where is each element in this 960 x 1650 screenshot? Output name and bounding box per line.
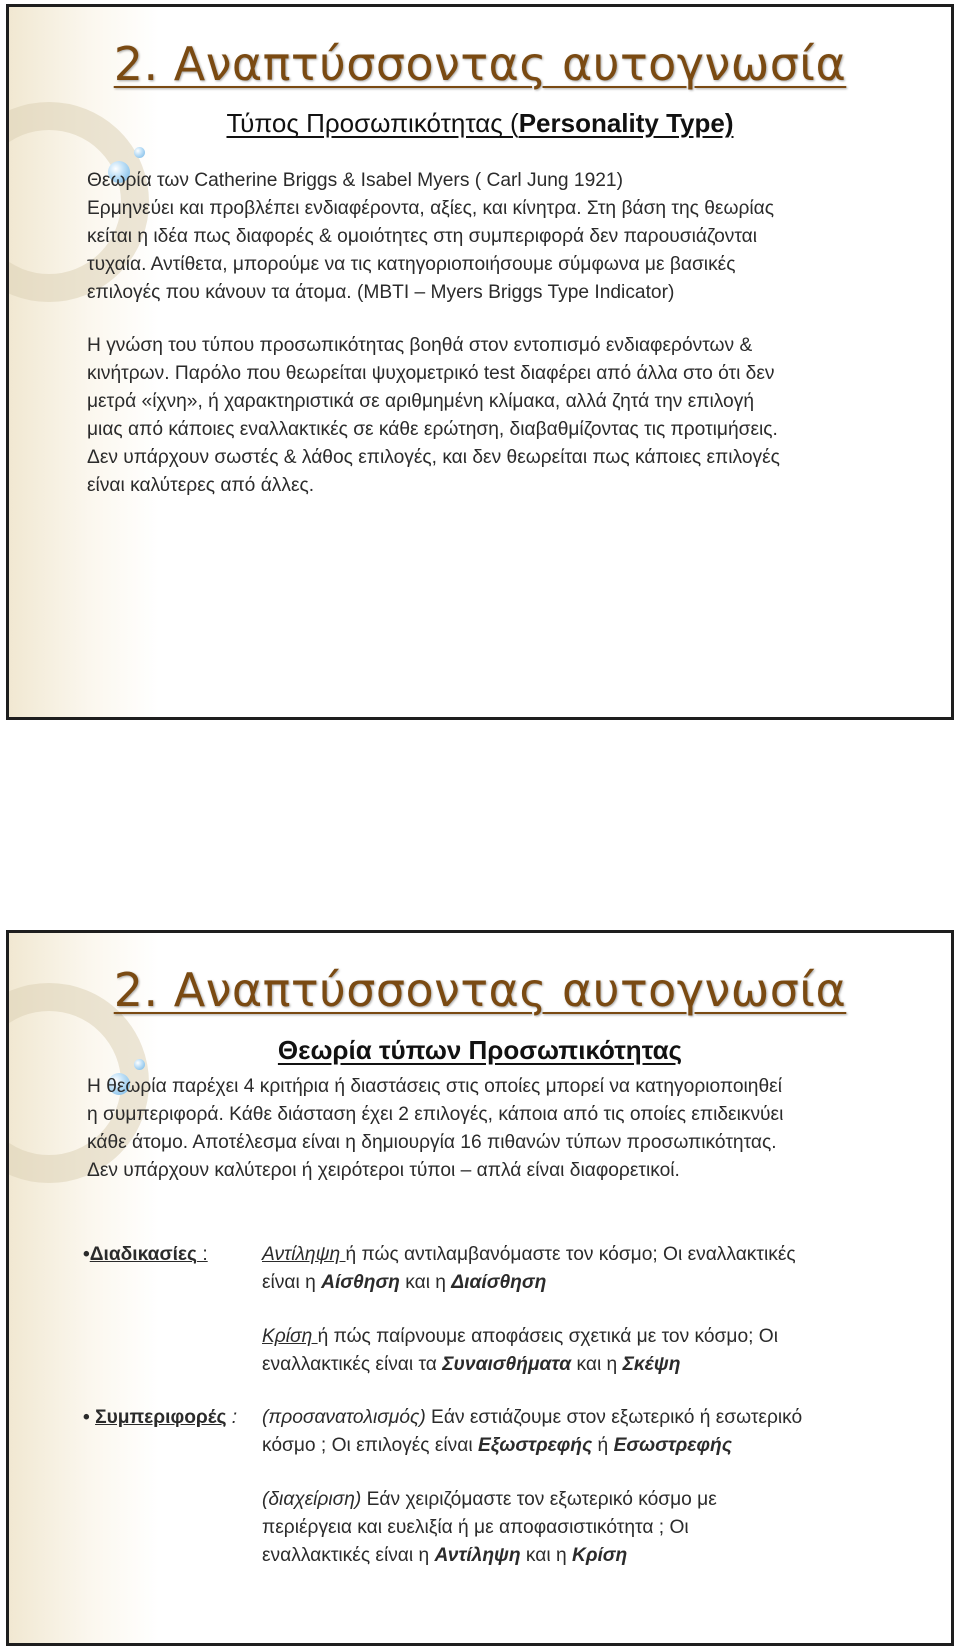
text-line [262,1432,902,1460]
text-line: περιέργεια και ευελιξία ή με αποφασιστικότητα ; Οι [262,1517,689,1538]
text-line: κείται η ιδέα πως διαφορές & ομοιότητες στη συμπεριφορά δεν παρουσιάζονται [87,226,758,247]
conjunction: και η [571,1354,623,1375]
text-line: κινήτρων. Παρόλο που θεωρείται ψυχομετρικό test διαφέρει από άλλα στο ότι δεν [87,363,775,384]
judgment-item [262,1323,902,1379]
label-colon: : [226,1407,238,1428]
text-line: είναι καλύτερες από άλλες. [87,475,315,496]
subtitle-latin: Personality Type) [518,108,734,138]
text-line [262,1241,902,1269]
bullet: • [83,1407,96,1428]
conjunction: και η [399,1272,452,1293]
text-line: κάθε άτομο. Αποτέλεσμα είναι η δημιουργία 16 πιθανών τύπων προσωπικότητας. [87,1132,777,1153]
option-intuition: Διαίσθηση [451,1272,547,1293]
perception-term: Αντίληψη [262,1244,346,1265]
theory-paragraph [87,167,917,307]
management-text: Εάν χειριζόμαστε τον εξωτερικό κόσμο με [361,1489,717,1510]
option-perceiving: Αντίληψη [434,1545,521,1566]
text-line: Ερμηνεύει και προβλέπει ενδιαφέροντα, αξίες, και κίνητρα. Στη βάση της θεωρίας [87,198,774,219]
management-item [262,1486,902,1570]
orientation-text: Εάν εστιάζουμε στον εξωτερικό ή εσωτερικό [425,1407,803,1428]
label-colon: : [197,1244,208,1265]
decorative-orb-small [134,147,145,158]
conjunction: ή [592,1435,614,1456]
management-text3: εναλλακτικές είναι η [262,1545,435,1566]
text-line [262,1351,902,1379]
bullet: • [83,1244,90,1265]
text-line: Θεωρία των Catherine Briggs & Isabel Myers ( Carl Jung 1921) [87,170,623,191]
behaviors-label-text: Συμπεριφορές [95,1407,227,1428]
text-line [262,1486,902,1514]
text-line: Δεν υπάρχουν καλύτεροι ή χειρότεροι τύποι – απλά είναι διαφορετικοί. [87,1160,680,1181]
option-judging: Κρίση [571,1545,628,1566]
judgment-text: ή πώς παίρνουμε αποφάσεις σχετικά με τον κόσμο; Οι [317,1326,778,1347]
text-line [262,1323,902,1351]
judgment-term: Κρίση [262,1326,318,1347]
slide-2 [6,930,954,1646]
text-line: Η γνώση του τύπου προσωπικότητας βοηθά στον εντοπισμό ενδιαφερόντων & [87,335,753,356]
text-line [262,1269,902,1297]
slide-subtitle [9,108,951,139]
slide-title: 2. Αναπτύσσοντας αυτογνωσία [113,37,847,91]
subtitle-greek: Τύπος Προσωπικότητας ( [226,108,519,138]
orientation-text2: κόσμο ; Οι επιλογές είναι [262,1435,478,1456]
text-line: Δεν υπάρχουν σωστές & λάθος επιλογές, και δεν θεωρείται πως κάποιες επιλογές [87,447,780,468]
judgment-text2: εναλλακτικές είναι τα [262,1354,443,1375]
perception-text2: είναι η [262,1272,322,1293]
text-line: επιλογές που κάνουν τα άτομα. (MBTI – Myers Briggs Type Indicator) [87,282,675,303]
text-line: Η θεωρία παρέχει 4 κριτήρια ή διαστάσεις στις οποίες μπορεί να κατηγοριοποιηθεί [87,1076,782,1097]
text-line [262,1542,902,1570]
processes-label-text: Διαδικασίες [89,1244,198,1265]
slide-1 [6,4,954,720]
processes-label [83,1241,208,1269]
option-extravert: Εξωστρεφής [477,1435,593,1456]
option-sensing: Αίσθηση [321,1272,400,1293]
text-line [262,1404,902,1432]
text-line: μιας από κάποιες εναλλακτικές σε κάθε ερώτηση, διαβαθμίζοντας τις προτιμήσεις. [87,419,778,440]
theory-paragraph [87,1073,917,1185]
management-term: (διαχείριση) [262,1489,362,1510]
perception-text: ή πώς αντιλαμβανόμαστε τον κόσμο; Οι εναλλακτικές [345,1244,796,1265]
slide-subtitle: Θεωρία τύπων Προσωπικότητας [277,1035,683,1065]
option-thinking: Σκέψη [622,1354,681,1375]
slide-title: 2. Αναπτύσσοντας αυτογνωσία [113,963,847,1017]
text-line: μετρά «ίχνη», ή χαρακτηριστικά σε αριθμημένη κλίμακα, αλλά ζητά την επιλογή [87,391,754,412]
behaviors-label [83,1404,237,1432]
knowledge-paragraph [87,332,917,500]
perception-item [262,1241,902,1297]
conjunction: και η [520,1545,572,1566]
orientation-item [262,1404,902,1460]
text-line: τυχαία. Αντίθετα, μπορούμε να τις κατηγοριοποιήσουμε σύμφωνα με βασικές [87,254,736,275]
text-line: η συμπεριφορά. Κάθε διάσταση έχει 2 επιλογές, κάποια από τις οποίες επιδεικνύει [87,1104,784,1125]
option-introvert: Εσωστρεφής [613,1435,732,1456]
option-feeling: Συναισθήματα [442,1354,572,1375]
orientation-term: (προσανατολισμός) [262,1407,426,1428]
